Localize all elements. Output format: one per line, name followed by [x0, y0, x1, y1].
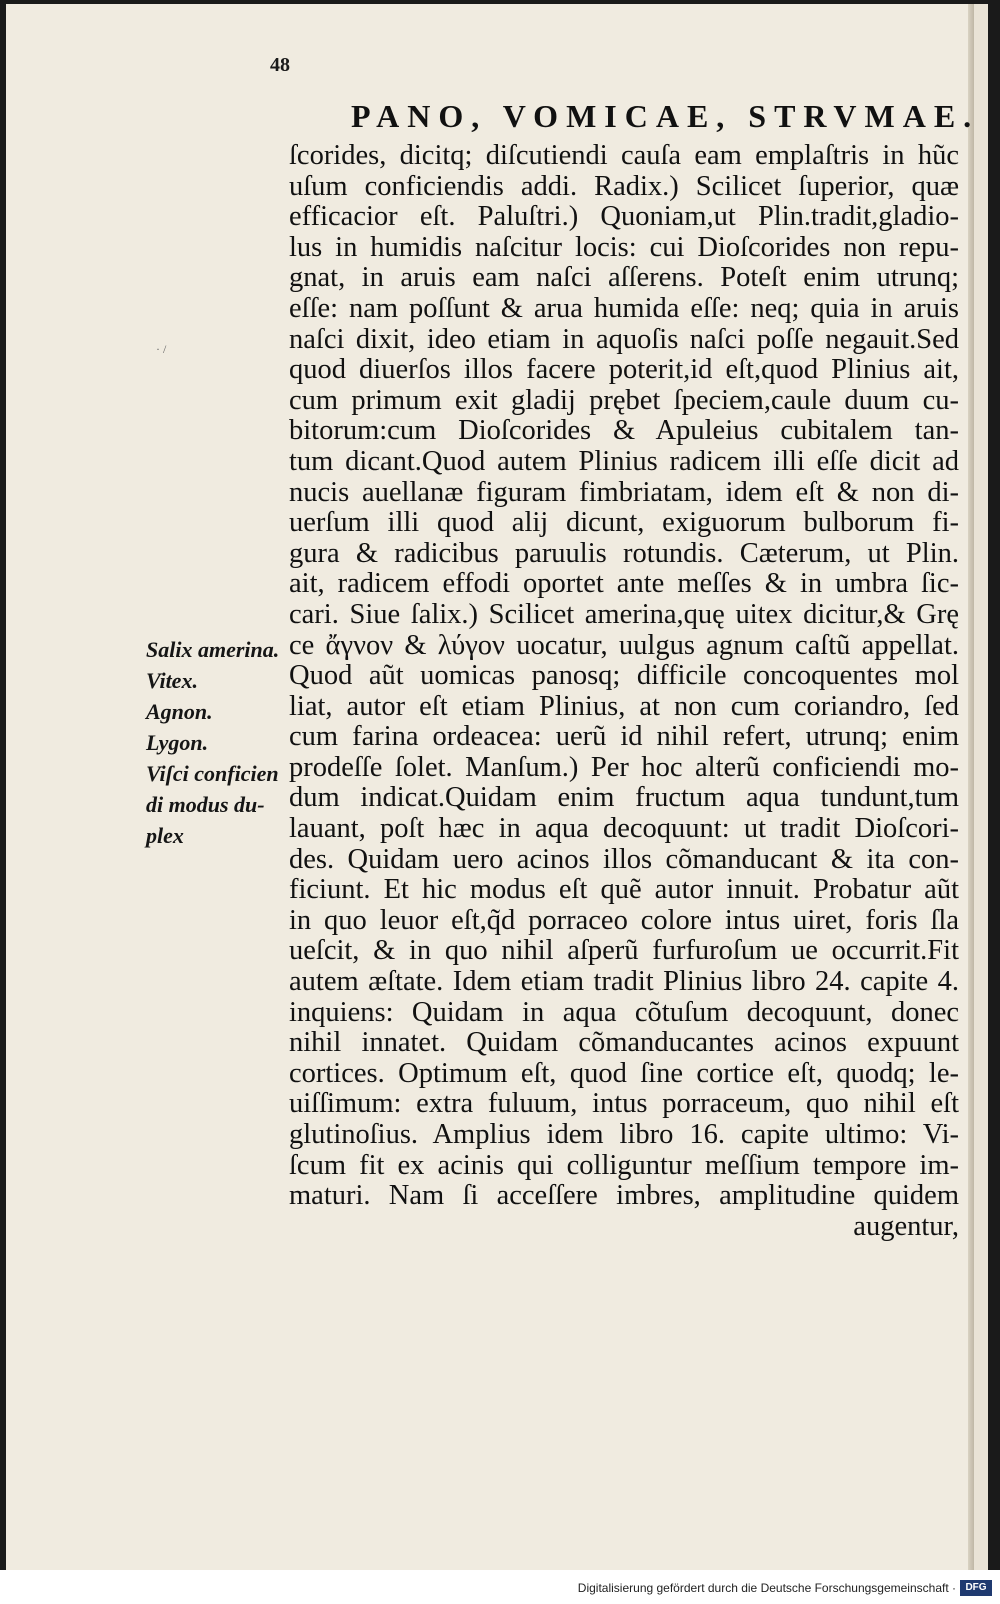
text-line: uiſſimum: extra fuluum, intus porraceum, quo nihil eſt	[289, 1089, 959, 1120]
margin-note: Lygon.	[146, 730, 209, 755]
text-line: liat, autor eſt etiam Plinius, at non cum coriandro, ſed	[289, 691, 959, 722]
footer-credit: Digitalisierung gefördert durch die Deutsche Forschungsgemeinschaft ·	[577, 1581, 956, 1595]
text-line: lus in humidis naſcitur locis: cui Dioſcorides non repu-	[289, 232, 959, 263]
text-line: quod diuerſos illos facere poterit,id eſt,quod Plinius ait,	[289, 355, 959, 386]
text-line: bitorum:cum Dioſcorides & Apuleius cubitalem tan-	[289, 416, 959, 447]
text-line: efficacior eſt. Paluſtri.) Quoniam,ut Plin.tradit,gladio-	[289, 202, 959, 233]
text-line: lauant, poſt hæc in aqua decoquunt: ut tradit Dioſcori-	[289, 814, 959, 845]
text-line: gnat, in aruis eam naſci aſſerens. Poteſt enim utrunq;	[289, 263, 959, 294]
text-line: inquiens: Quidam in aqua cõtuſum decoquunt, donec	[289, 997, 959, 1028]
folio-number: 48	[270, 54, 290, 76]
text-line: maturi. Nam ſi acceſſere imbres, amplitudine quidem	[289, 1181, 959, 1212]
book-page	[6, 4, 988, 1570]
text-line: dum indicat.Quidam enim fructum aqua tundunt,tum	[289, 783, 959, 814]
text-line: ait, radicem effodi oportet ante meſſes & in umbra ſic-	[289, 569, 959, 600]
text-line: gura & radicibus paruulis rotundis. Cæterum, ut Plin.	[289, 538, 959, 569]
text-line: ce ἄγνον & λύγον uocatur, uulgus agnum caſtũ appellat.	[289, 630, 959, 661]
text-line: des. Quidam uero acinos illos cõmanducant & ita con-	[289, 844, 959, 875]
margin-note: Vitex.	[146, 668, 198, 693]
text-line: cortices. Optimum eſt, quod ſine cortice eſt, quodq; le-	[289, 1058, 959, 1089]
text-line: ſcorides, dicitq; diſcutiendi cauſa eam emplaſtris in hũc	[289, 141, 959, 171]
margin-note: di modus du-	[146, 792, 265, 817]
text-line: Quod aũt uomicas panosq; difficile concoquentes mol	[289, 661, 959, 692]
text-line: nihil innatet. Quidam cõmanducantes acinos expuunt	[289, 1028, 959, 1059]
margin-note: Agnon.	[146, 699, 213, 724]
margin-note: Viſci conficien	[146, 761, 279, 786]
text-line: glutinoſius. Amplius idem libro 16. capite ultimo: Vi-	[289, 1120, 959, 1150]
dfg-logo: DFG	[960, 1580, 992, 1596]
text-line: eſſe: nam poſſunt & arua humida eſſe: neq; quia in aruis	[289, 293, 959, 324]
footer-bar	[0, 1570, 1000, 1604]
text-line: nucis auellanæ figuram fimbriatam, idem eſt & non di-	[289, 477, 959, 508]
text-line: in quo leuor eſt,q̃d porraceo colore intus uiret, foris ſla	[289, 905, 959, 936]
text-line: tum dicant.Quod autem Plinius radicem illi eſſe dicit ad	[289, 446, 959, 477]
margin-note: plex	[146, 823, 184, 848]
text-line: ficiunt. Et hic modus eſt quẽ autor innuit. Probatur aũt	[289, 875, 959, 906]
text-line: prodeſſe ſolet. Manſum.) Per hoc alterũ conficiendi mo-	[289, 752, 959, 783]
body-text	[289, 141, 959, 1242]
text-line: autem æſtate. Idem etiam tradit Plinius libro 24. capite 4.	[289, 967, 959, 998]
text-line: cum primum exit gladij prębet ſpeciem,caule duum cu-	[289, 385, 959, 416]
margin-stain: · /	[156, 342, 167, 356]
margin-note: Salix amerina.	[146, 637, 280, 662]
page-edge	[968, 4, 974, 1570]
text-line: ſcum fit ex acinis qui colliguntur meſſium tempore im-	[289, 1150, 959, 1181]
text-line: cum farina ordeacea: uerũ id nihil refert, utrunq; enim	[289, 722, 959, 753]
marginalia	[146, 634, 296, 851]
text-line: ueſcit, & in quo nihil aſperũ furfuroſum ue occurrit.Fit	[289, 936, 959, 967]
catchword: augentur,	[853, 1211, 959, 1242]
text-line: uerſum illi quod alij dicunt, exiguorum bulborum fi-	[289, 508, 959, 539]
running-head: PANO, VOMICAE, STRVMAE.	[351, 98, 980, 134]
text-line: naſci dixit, ideo etiam in aquoſis naſci poſſe negauit.Sed	[289, 324, 959, 355]
text-line: cari. Siue ſalix.) Scilicet amerina,quę uitex dicitur,& Grę	[289, 599, 959, 630]
text-line: uſum conficiendis addi. Radix.) Scilicet ſuperior, quæ	[289, 171, 959, 202]
